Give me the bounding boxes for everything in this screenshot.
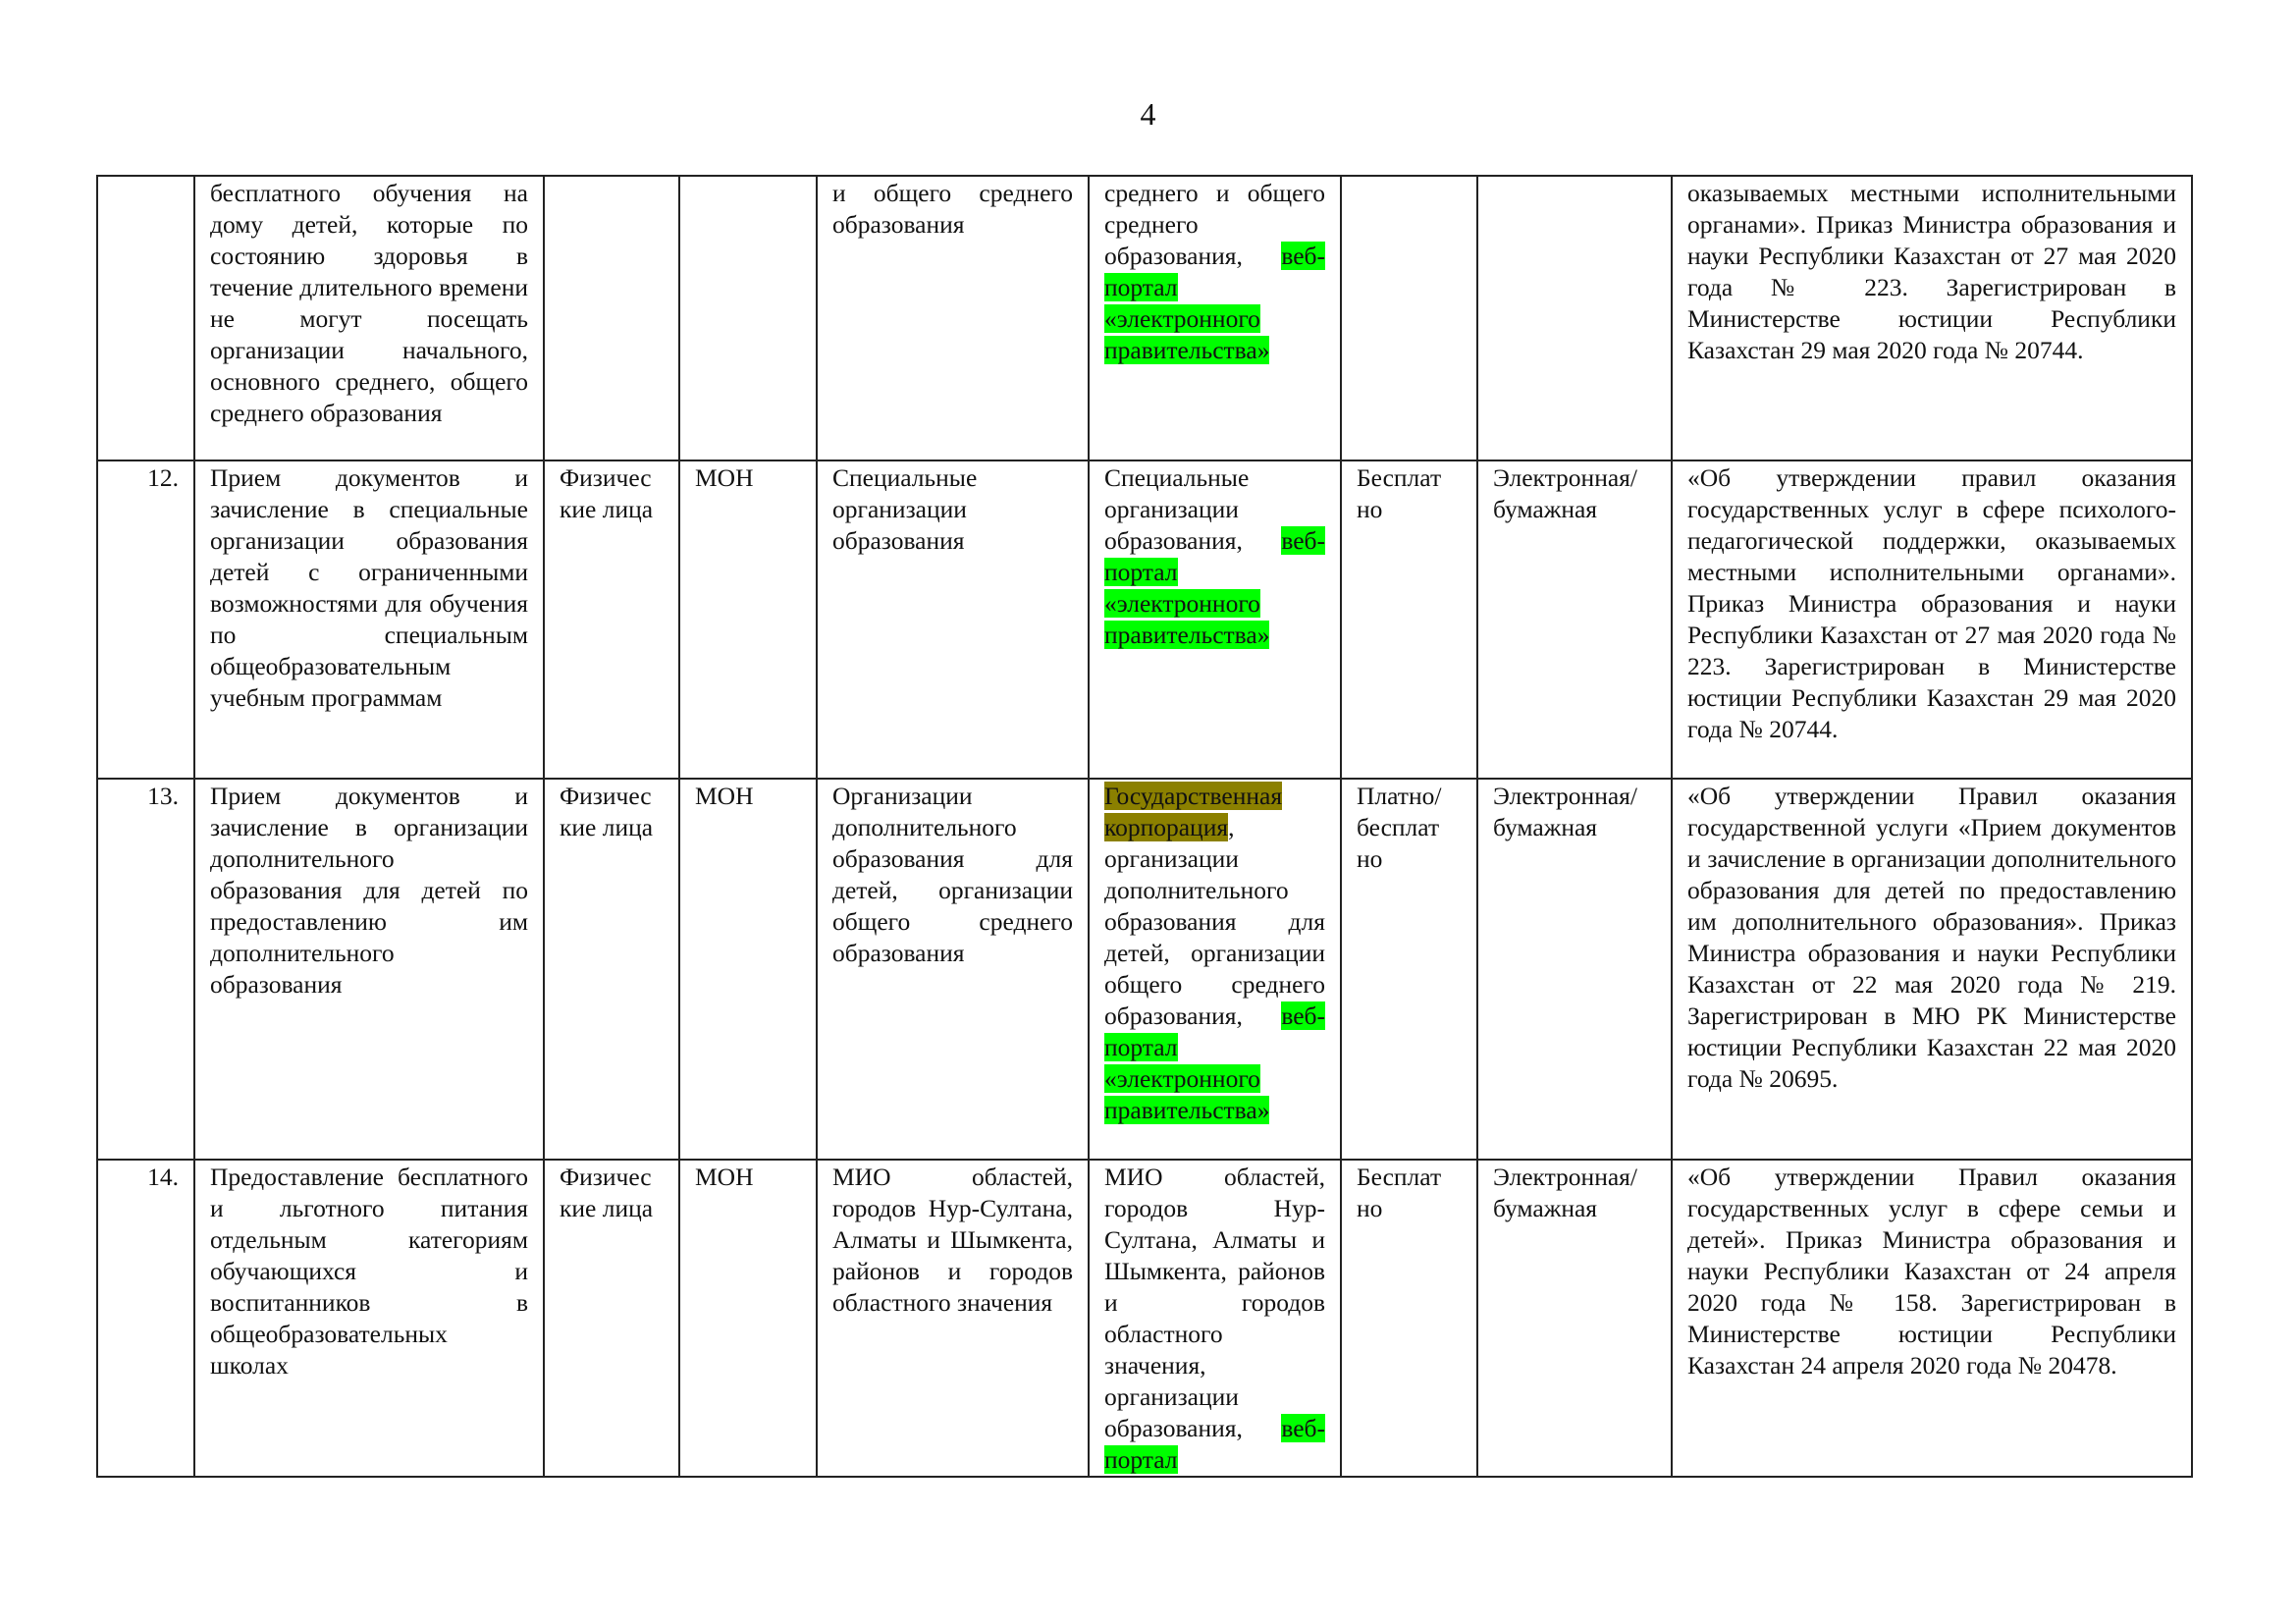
where-to-apply — [1089, 460, 1341, 779]
where-text: МИО областей, городов Нур-Султана, Алматы и Шымкента, районов и городов областного значения, организации образования, — [1104, 1163, 1325, 1442]
table-row — [97, 176, 2192, 460]
recipient: Физичес кие лица — [544, 779, 679, 1160]
where-to-apply — [1089, 779, 1341, 1160]
form: Электронная/ бумажная — [1477, 1160, 1672, 1477]
where-text: среднего и общего среднего образования, — [1104, 179, 1325, 270]
row-number — [97, 176, 194, 460]
service-name: Прием документов и зачисление в специальные организации образования детей с ограниченными возможностями для обучения по специальным общеобразовательным учебным программам — [194, 460, 544, 779]
highlighted-portal: веб-портал — [1104, 1414, 1325, 1474]
recipient: Физичес кие лица — [544, 460, 679, 779]
provider: МИО областей, городов Нур-Султана, Алматы и Шымкента, районов и городов областного значения — [817, 1160, 1089, 1477]
ministry: МОН — [679, 779, 817, 1160]
where-to-apply — [1089, 176, 1341, 460]
service-name: Прием документов и зачисление в организации дополнительного образования для детей по предоставлению им дополнительного образования — [194, 779, 544, 1160]
form: Электронная/ бумажная — [1477, 779, 1672, 1160]
order-reference: «Об утверждении Правил оказания государственной услуги «Прием документов и зачисление в организации дополнительного образования для детей по предоставлению им дополнительного образования». Приказ Министра образования и науки Республики Казахстан от 22 мая 2020 года № 219. Зарегистрирован в МЮ РК Министерстве юстиции Республики Казахстан 22 мая 2020 года № 20695. — [1672, 779, 2192, 1160]
highlighted-corporation: Государственная корпорация — [1104, 782, 1283, 841]
order-reference: «Об утверждении Правил оказания государственных услуг в сфере семьи и детей». Приказ Министра образования и науки Республики Казахстан от 24 апреля 2020 года № 158. Зарегистрирован в Министерстве юстиции Республики Казахстан 24 апреля 2020 года № 20478. — [1672, 1160, 2192, 1477]
cost: Бесплат но — [1341, 460, 1477, 779]
recipient — [544, 176, 679, 460]
recipient: Физичес кие лица — [544, 1160, 679, 1477]
row-number: 12. — [97, 460, 194, 779]
form: Электронная/ бумажная — [1477, 460, 1672, 779]
where-to-apply — [1089, 1160, 1341, 1477]
ministry: МОН — [679, 1160, 817, 1477]
highlighted-portal: веб-портал «электронного правительства» — [1104, 526, 1325, 649]
table-row — [97, 779, 2192, 1160]
table-row — [97, 460, 2192, 779]
where-text: Специальные организации образования, — [1104, 463, 1282, 555]
ministry — [679, 176, 817, 460]
provider: Специальные организации образования — [817, 460, 1089, 779]
form — [1477, 176, 1672, 460]
highlighted-portal: веб-портал «электронного правительства» — [1104, 1001, 1325, 1124]
page-number: 4 — [1140, 96, 1156, 132]
row-number: 14. — [97, 1160, 194, 1477]
service-name: Предоставление бесплатного и льготного питания отдельным категориям обучающихся и воспитанников в общеобразовательных школах — [194, 1160, 544, 1477]
provider: Организации дополнительного образования для детей, организации общего среднего образования — [817, 779, 1089, 1160]
services-table — [96, 175, 2193, 1478]
order-reference: «Об утверждении правил оказания государственных услуг в сфере психолого-педагогической поддержки, оказываемых местными исполнительными органами». Приказ Министра образования и науки Республики Казахстан от 27 мая 2020 года № 223. Зарегистрирован в Министерстве юстиции Республики Казахстан 29 мая 2020 года № 20744. — [1672, 460, 2192, 779]
highlighted-portal: веб-портал «электронного правительства» — [1104, 242, 1325, 364]
row-number: 13. — [97, 779, 194, 1160]
cost — [1341, 176, 1477, 460]
table-row — [97, 1160, 2192, 1477]
cost: Платно/ бесплат но — [1341, 779, 1477, 1160]
order-reference: оказываемых местными исполнительными органами». Приказ Министра образования и науки Республики Казахстан от 27 мая 2020 года № 223. Зарегистрирован в Министерстве юстиции Республики Казахстан 29 мая 2020 года № 20744. — [1672, 176, 2192, 460]
where-text: , организации дополнительного образования для детей, организации общего среднего образования, — [1104, 813, 1325, 1030]
cost: Бесплат но — [1341, 1160, 1477, 1477]
provider: и общего среднего образования — [817, 176, 1089, 460]
service-name: бесплатного обучения на дому детей, которые по состоянию здоровья в течение длительного времени не могут посещать организации начального, основного среднего, общего среднего образования — [194, 176, 544, 460]
ministry: МОН — [679, 460, 817, 779]
